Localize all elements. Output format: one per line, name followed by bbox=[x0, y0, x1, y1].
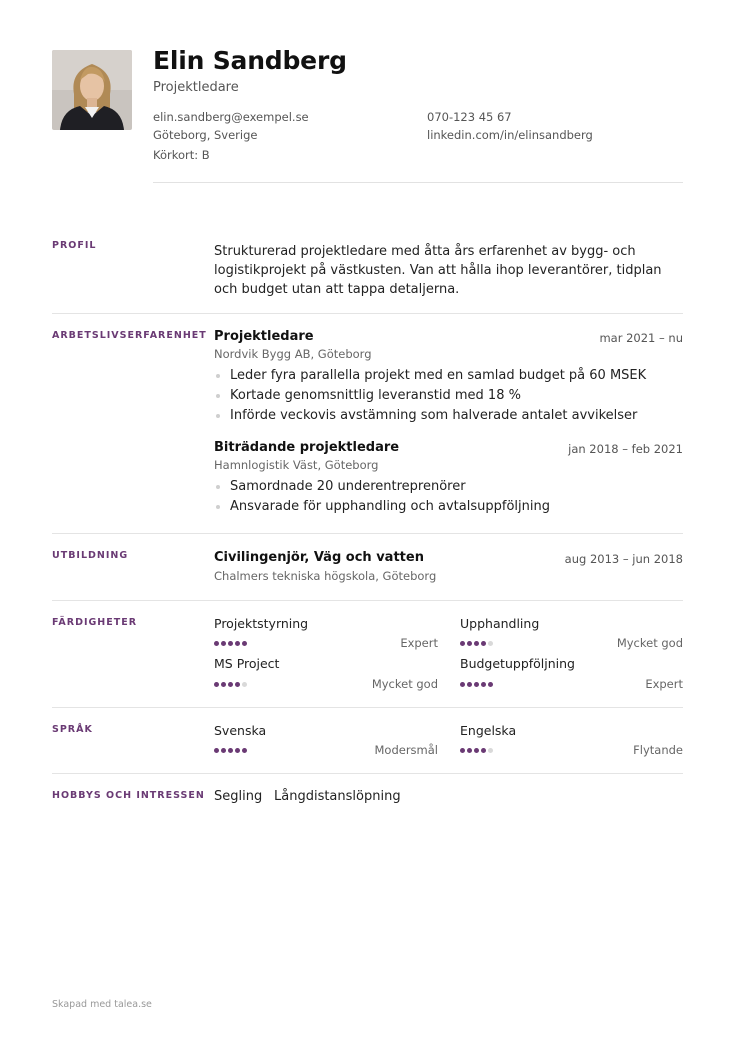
skill-rating bbox=[460, 682, 493, 687]
hobby-item: Långdistanslöpning bbox=[274, 789, 401, 804]
phone-text: 070-123 45 67 bbox=[427, 110, 512, 124]
rating-dot-filled bbox=[228, 641, 233, 646]
email-text: elin.sandberg@exempel.se bbox=[153, 110, 309, 124]
job-date: mar 2021 – nu bbox=[599, 331, 683, 345]
section-label-skills: FÄRDIGHETER bbox=[52, 617, 138, 628]
section-divider bbox=[52, 707, 683, 708]
job-date: jan 2018 – feb 2021 bbox=[568, 442, 683, 456]
rating-dot-filled bbox=[467, 641, 472, 646]
rating-dot-filled bbox=[214, 748, 219, 753]
profile-photo bbox=[52, 50, 132, 130]
rating-dot-filled bbox=[460, 748, 465, 753]
skill-name: Budgetuppföljning bbox=[460, 656, 575, 671]
education-degree: Civilingenjör, Väg och vatten bbox=[214, 550, 424, 565]
rating-dot-filled bbox=[221, 748, 226, 753]
section-label-hobbies: HOBBYS OCH INTRESSEN bbox=[52, 790, 205, 801]
job-company: Nordvik Bygg AB, Göteborg bbox=[214, 347, 372, 361]
skill-rating bbox=[214, 682, 247, 687]
section-divider bbox=[52, 533, 683, 534]
rating-dot-filled bbox=[235, 748, 240, 753]
list-item: Kortade genomsnittlig leveranstid med 18 % bbox=[214, 386, 646, 406]
rating-dot-filled bbox=[235, 641, 240, 646]
rating-dot-filled bbox=[214, 682, 219, 687]
job-bullets bbox=[214, 366, 646, 426]
rating-dot-filled bbox=[467, 682, 472, 687]
rating-dot-empty bbox=[242, 682, 247, 687]
job-title: Biträdande projektledare bbox=[214, 440, 400, 455]
skill-level: Mycket god bbox=[616, 636, 683, 650]
rating-dot-filled bbox=[488, 682, 493, 687]
rating-dot-filled bbox=[228, 748, 233, 753]
rating-dot-filled bbox=[235, 682, 240, 687]
list-item: Ansvarade för upphandling och avtalsuppföljning bbox=[214, 497, 550, 517]
section-label-profile: PROFIL bbox=[52, 240, 97, 251]
candidate-title: Projektledare bbox=[153, 80, 239, 95]
section-label-experience: ARBETSLIVSERFARENHET bbox=[52, 330, 207, 341]
section-label-education: UTBILDNING bbox=[52, 550, 129, 561]
skill-level: Expert bbox=[645, 677, 683, 691]
rating-dot-filled bbox=[481, 682, 486, 687]
skill-rating bbox=[214, 641, 247, 646]
location-text: Göteborg, Sverige bbox=[153, 128, 258, 142]
language-rating bbox=[214, 748, 247, 753]
rating-dot-filled bbox=[460, 682, 465, 687]
language-name: Engelska bbox=[460, 723, 517, 738]
job-title: Projektledare bbox=[214, 329, 314, 344]
job-bullets bbox=[214, 477, 550, 517]
skill-name: Upphandling bbox=[460, 616, 540, 631]
rating-dot-filled bbox=[474, 682, 479, 687]
skill-level: Mycket god bbox=[371, 677, 438, 691]
rating-dot-empty bbox=[488, 748, 493, 753]
rating-dot-filled bbox=[242, 748, 247, 753]
rating-dot-filled bbox=[460, 641, 465, 646]
rating-dot-filled bbox=[481, 748, 486, 753]
rating-dot-filled bbox=[481, 641, 486, 646]
rating-dot-filled bbox=[228, 682, 233, 687]
candidate-name: Elin Sandberg bbox=[153, 46, 347, 75]
list-item: Leder fyra parallella projekt med en samlad budget på 60 MSEK bbox=[214, 366, 646, 386]
rating-dot-filled bbox=[474, 641, 479, 646]
hobby-item: Segling bbox=[214, 789, 263, 804]
rating-dot-filled bbox=[221, 641, 226, 646]
section-divider bbox=[52, 313, 683, 314]
skill-name: Projektstyrning bbox=[214, 616, 309, 631]
skill-name: MS Project bbox=[214, 656, 280, 671]
skill-rating bbox=[460, 641, 493, 646]
rating-dot-filled bbox=[467, 748, 472, 753]
license-text: Körkort: B bbox=[153, 148, 210, 162]
job-company: Hamnlogistik Väst, Göteborg bbox=[214, 458, 379, 472]
list-item: Införde veckovis avstämning som halverade antalet avvikelser bbox=[214, 406, 646, 426]
section-divider bbox=[52, 773, 683, 774]
skill-level: Expert bbox=[400, 636, 438, 650]
footer-credit: Skapad med talea.se bbox=[52, 999, 152, 1010]
list-item: Samordnade 20 underentreprenörer bbox=[214, 477, 550, 497]
rating-dot-filled bbox=[242, 641, 247, 646]
language-level: Flytande bbox=[633, 743, 683, 757]
rating-dot-filled bbox=[214, 641, 219, 646]
section-divider bbox=[52, 600, 683, 601]
profile-text: Strukturerad projektledare med åtta års erfarenhet av bygg- och logistikprojekt på västkusten. Van att hålla ihop leverantörer, tidplan och budget utan att tappa detaljerna. bbox=[214, 244, 662, 297]
header-divider bbox=[153, 182, 683, 183]
rating-dot-filled bbox=[221, 682, 226, 687]
linkedin-text: linkedin.com/in/elinsandberg bbox=[427, 128, 593, 142]
education-school: Chalmers tekniska högskola, Göteborg bbox=[214, 569, 437, 583]
language-name: Svenska bbox=[214, 723, 267, 738]
education-date: aug 2013 – jun 2018 bbox=[564, 552, 683, 566]
language-rating bbox=[460, 748, 493, 753]
language-level: Modersmål bbox=[374, 743, 438, 757]
section-label-languages: SPRÅK bbox=[52, 724, 93, 735]
rating-dot-empty bbox=[488, 641, 493, 646]
rating-dot-filled bbox=[474, 748, 479, 753]
